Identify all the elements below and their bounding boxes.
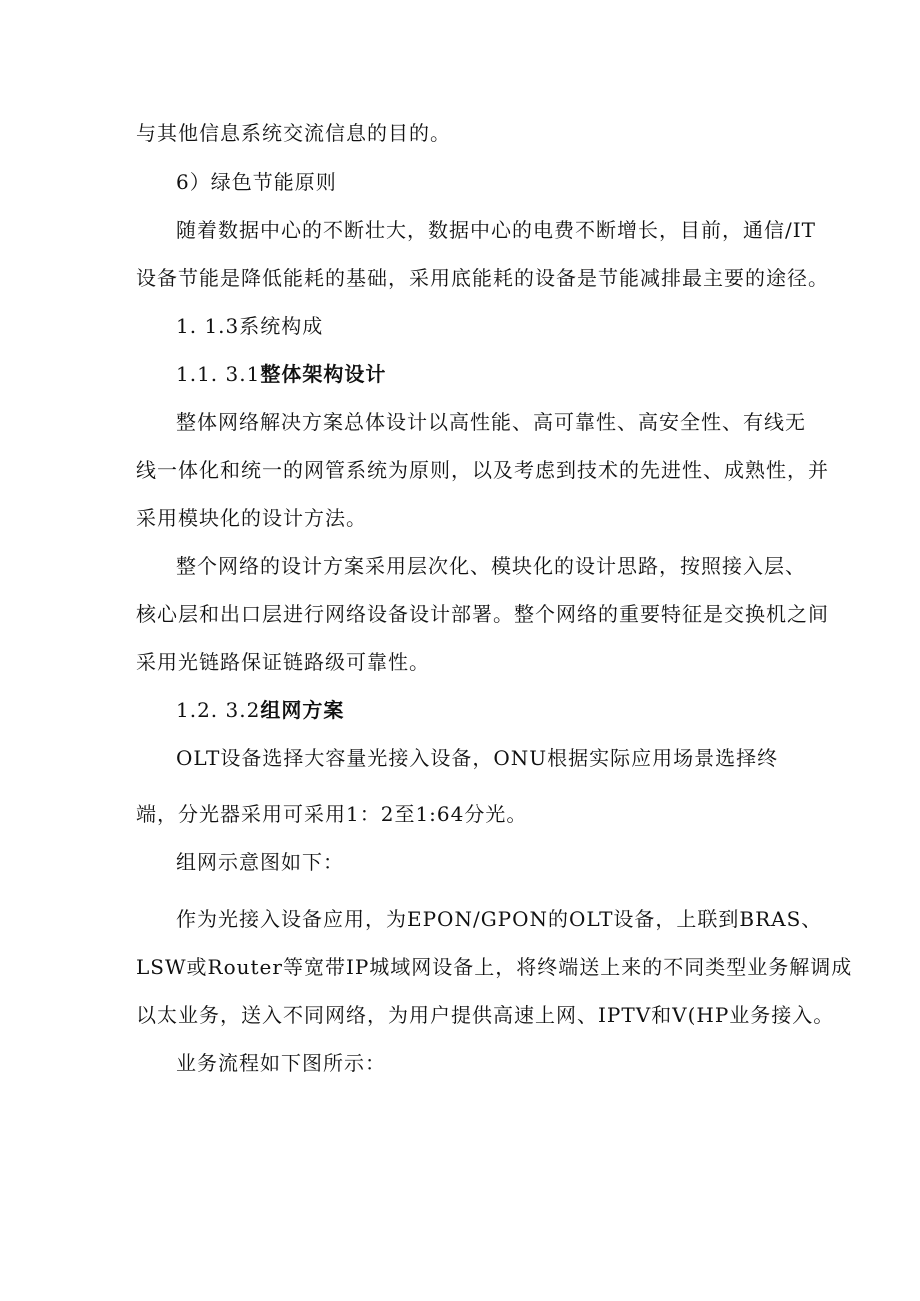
paragraph-line: 设备节能是降低能耗的基础，采用底能耗的设备是节能减排最主要的途径。 <box>136 266 829 290</box>
paragraph-line: 采用光链路保证链路级可靠性。 <box>136 650 430 674</box>
paragraph-line: 核心层和出口层进行网络设备设计部署。整个网络的重要特征是交换机之间 <box>136 602 829 626</box>
heading-text: 组网方案 <box>260 698 345 722</box>
paragraph-line: 整体网络解决方案总体设计以高性能、高可靠性、高安全性、有线无 <box>176 410 806 434</box>
paragraph-line: 以太业务，送入不同网络，为用户提供高速上网、IPTV和V(HP业务接入。 <box>136 1003 835 1027</box>
paragraph-line: 作为光接入设备应用，为EPON/GPON的OLT设备，上联到BRAS、 <box>176 907 823 931</box>
heading-number: 1.2. 3.2 <box>176 698 261 722</box>
paragraph-line: 与其他信息系统交流信息的目的。 <box>136 121 451 145</box>
paragraph-line: 整个网络的设计方案采用层次化、模块化的设计思路，按照接入层、 <box>176 554 806 578</box>
section-heading-1-1-3 <box>176 311 323 341</box>
section-heading-1-2-3-2 <box>176 695 344 725</box>
paragraph-line: 业务流程如下图所示： <box>176 1051 386 1075</box>
paragraph-line: 采用模块化的设计方法。 <box>136 506 367 530</box>
section-heading-1-1-3-1 <box>176 359 386 389</box>
paragraph-line: 组网示意图如下： <box>176 850 344 874</box>
section-heading-6: 6）绿色节能原则 <box>176 170 337 194</box>
paragraph-line: LSW或Router等宽带IP城域网设备上，将终端送上来的不同类型业务解调成 <box>136 955 853 979</box>
heading-text: 整体架构设计 <box>260 362 387 386</box>
paragraph-line: 随着数据中心的不断壮大，数据中心的电费不断增长，目前，通信/IT <box>176 218 816 242</box>
heading-number: 1.1. 3.1 <box>176 362 261 386</box>
paragraph-line: 线一体化和统一的网管系统为原则，以及考虑到技术的先进性、成熟性，并 <box>136 458 829 482</box>
paragraph-line: OLT设备选择大容量光接入设备，ONU根据实际应用场景选择终 <box>176 746 779 770</box>
heading-number: 1. 1.3 <box>176 314 240 338</box>
paragraph-line: 端，分光器采用可采用1：2至1:64分光。 <box>136 802 528 826</box>
heading-text: 系统构成 <box>239 314 324 338</box>
